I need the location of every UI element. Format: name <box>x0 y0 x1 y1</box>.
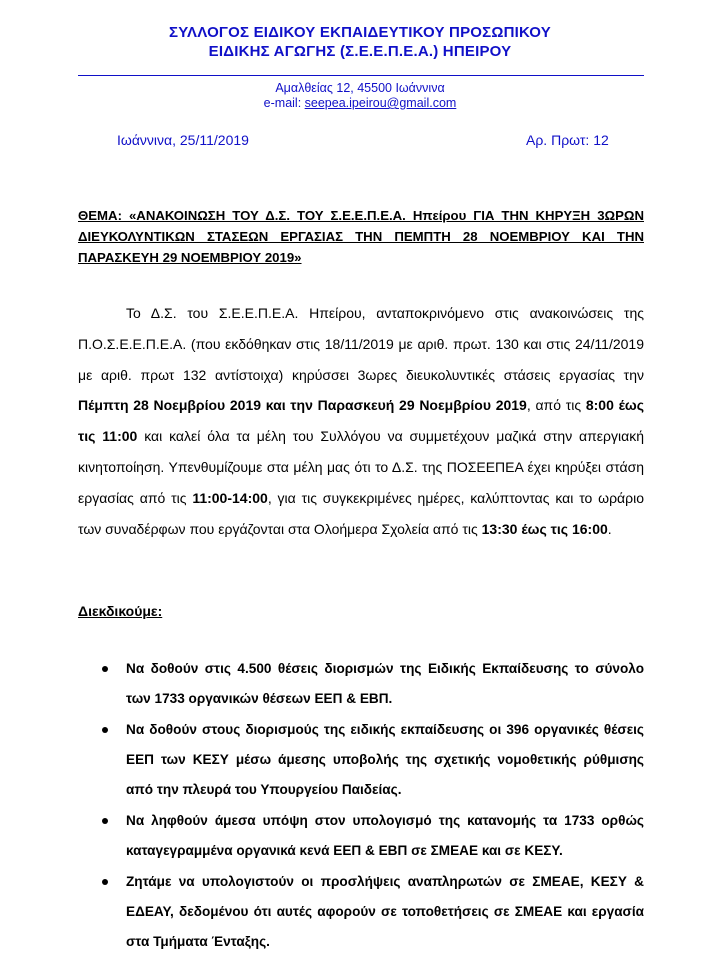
body-text-1: Το Δ.Σ. του Σ.Ε.Ε.Π.Ε.Α. Ηπείρου, ανταποκρινόμενο στις ανακοινώσεις της Π.Ο.Σ.Ε.Ε.Π.Ε.Α. (που εκδόθηκαν στις 18/11/2019 με αριθ. πρωτ. 130 και στις 24/11/2019 με αριθ. πρωτ 132 αντίστοιχα) κηρύσσει 3ωρες διευκολυντικές στάσεις εργασίας την <box>78 305 644 383</box>
bullet-icon <box>102 818 108 824</box>
body-bold-federation-hours: 11:00-14:00 <box>192 489 268 506</box>
body-text-2: , από τις <box>526 397 586 414</box>
email-link[interactable]: seepea.ipeirou@gmail.com <box>304 96 457 110</box>
demand-item <box>78 654 644 714</box>
bullet-icon <box>102 727 108 733</box>
bullet-icon <box>102 666 108 672</box>
organization-name-line2: ΕΙΔΙΚΗΣ ΑΓΩΓΗΣ (Σ.Ε.Ε.Π.Ε.Α.) ΗΠΕΙΡΟΥ <box>208 43 512 60</box>
demand-text: Ζητάμε να υπολογιστούν οι προσλήψεις αναπληρωτών σε ΣΜΕΑΕ, ΚΕΣΥ & ΕΔΕΑΥ, δεδομένου ότι αυτές αφορούν σε τοποθετήσεις σε ΣΜΕΑΕ και εργασία στα Τμήματα Ένταξης. <box>126 874 644 949</box>
header-divider <box>78 75 644 76</box>
demands-list <box>78 654 644 958</box>
organization-address: Αμαλθείας 12, 45500 Ιωάννινα <box>275 81 445 95</box>
body-text-5: . <box>607 520 612 537</box>
protocol-number: Αρ. Πρωτ: 12 <box>526 132 609 148</box>
organization-name-line1: ΣΥΛΛΟΓΟΣ ΕΙΔΙΚΟΥ ΕΚΠΑΙΔΕΥΤΙΚΟΥ ΠΡΟΣΩΠΙΚΟΥ <box>169 24 551 41</box>
document-subject: ΘΕΜΑ: «ΑΝΑΚΟΙΝΩΣΗ ΤΟΥ Δ.Σ. ΤΟΥ Σ.Ε.Ε.Π.Ε.Α. Ηπείρου ΓΙΑ ΤΗΝ ΚΗΡΥΞΗ 3ΩΡΩΝ ΔΙΕΥΚΟΛΥΝΤΙΚΩΝ ΣΤΑΣΕΩΝ ΕΡΓΑΣΙΑΣ ΤΗΝ ΠΕΜΠΤΗ 28 ΝΟΕΜΒΡΙΟΥ ΚΑΙ ΤΗΝ ΠΑΡΑΣΚΕΥΗ 29 ΝΟΕΜΒΡΙΟΥ 2019» <box>78 208 644 265</box>
demand-text: Να ληφθούν άμεσα υπόψη στον υπολογισμό της κατανομής τα 1733 ορθώς καταγεγραμμένα οργανικά κενά ΕΕΠ & ΕΒΠ σε ΣΜΕΑΕ και σε ΚΕΣΥ. <box>126 813 644 858</box>
bullet-icon <box>102 879 108 885</box>
body-bold-allday-hours: 13:30 έως τις 16:00 <box>481 520 608 537</box>
demand-item <box>78 867 644 957</box>
body-text-3: και καλεί όλα τα μέλη του Συλλόγου να συμμετέχουν μαζικά στην απεργιακή κινητοποίηση. Υπενθυμίζουμε στα μέλη μας ότι το Δ.Σ. της ΠΟΣΕΕΠΕΑ έχει κηρύξει στάση εργασίας από τις <box>78 428 645 506</box>
body-bold-hours: 8:00 έως τις 11:00 <box>78 397 644 445</box>
demand-text: Να δοθούν στις 4.500 θέσεις διορισμών της Ειδικής Εκπαίδευσης το σύνολο των 1733 οργανικών θέσεων ΕΕΠ & ΕΒΠ. <box>126 661 644 706</box>
demands-heading: Διεκδικούμε: <box>78 603 163 619</box>
demand-item <box>78 806 644 866</box>
body-text-4: , για τις συγκεκριμένες ημέρες, καλύπτοντας και το ωράριο των συναδέρφων που εργάζονται στα Ολοήμερα Σχολεία από τις <box>78 489 644 537</box>
organization-email-line <box>0 96 720 110</box>
body-paragraph <box>78 298 644 544</box>
demand-item <box>78 715 644 805</box>
demand-text: Να δοθούν στους διορισμούς της ειδικής εκπαίδευσης οι 396 οργανικές θέσεις ΕΕΠ των ΚΕΣΥ μέσω άμεσης υποβολής της σχετικής νομοθετικής ρύθμισης από την πλευρά του Υπουργείου Παιδείας. <box>126 722 644 797</box>
document-date: Ιωάννινα, 25/11/2019 <box>117 132 249 148</box>
body-bold-dates: Πέμπτη 28 Νοεμβρίου 2019 και την Παρασκευή 29 Νοεμβρίου 2019 <box>78 397 527 414</box>
email-label: e-mail: <box>263 96 305 110</box>
